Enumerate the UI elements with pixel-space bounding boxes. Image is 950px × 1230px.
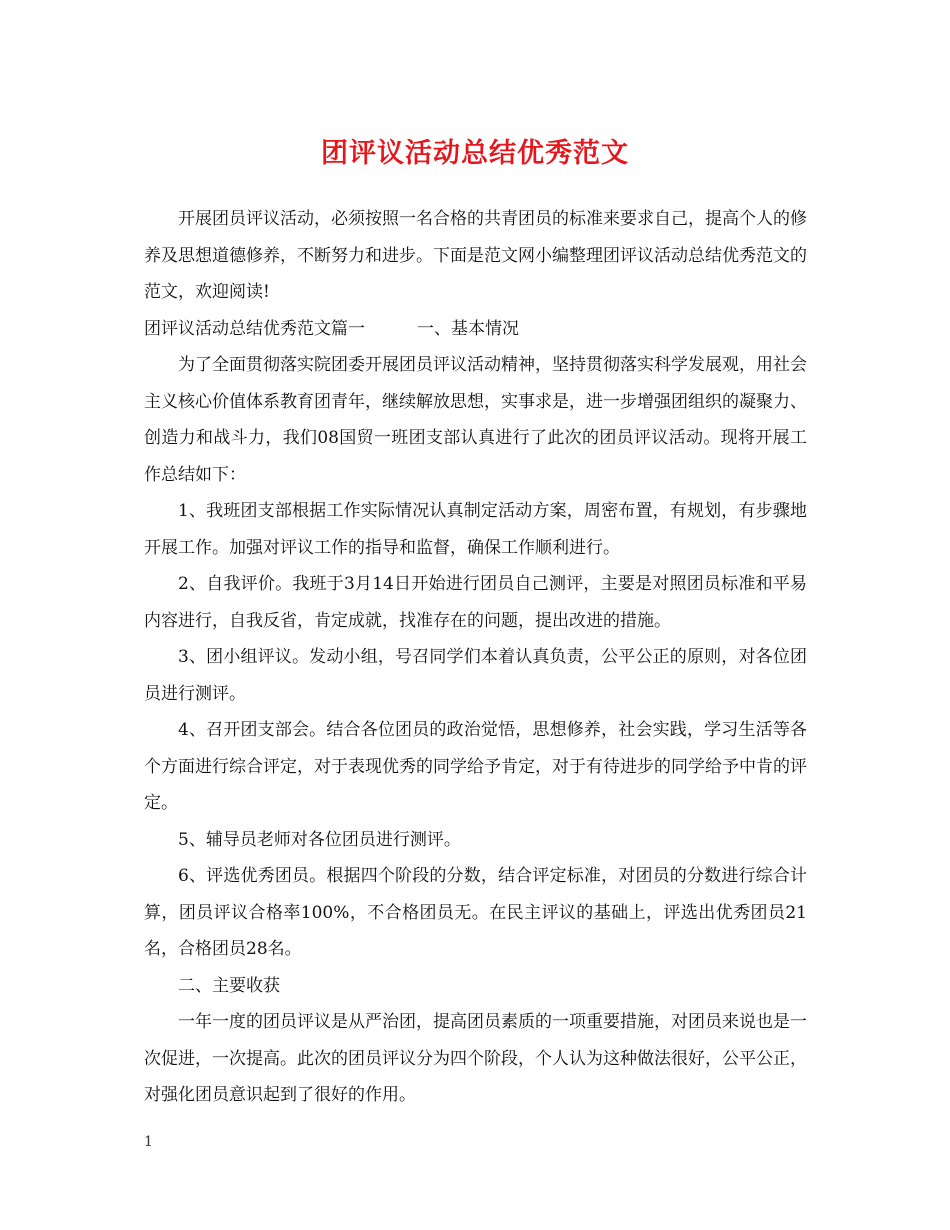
page-number: 1 bbox=[144, 1134, 153, 1150]
section-heading-2: 二、主要收获 bbox=[178, 975, 280, 996]
intro-paragraph: 开展团员评议活动，必须按照一名合格的共青团员的标准来要求自己，提高个人的修养及思想道德修养，不断努力和进步。下面是范文网小编整理团评议活动总结优秀范文的范文，欢迎阅读! bbox=[144, 209, 807, 302]
document-title: 团评议活动总结优秀范文 bbox=[321, 138, 629, 169]
paragraph: 4、召开团支部会。结合各位团员的政治觉悟，思想修养，社会实践，学习生活等各个方面进行综合评定，对于表现优秀的同学给予肯定，对于有待进步的同学给予中肯的评定。 bbox=[144, 720, 807, 813]
paragraph: 为了全面贯彻落实院团委开展团员评议活动精神，坚持贯彻落实科学发展观，用社会主义核心价值体系教育团青年，继续解放思想，实事求是，进一步增强团组织的凝聚力、创造力和战斗力，我们08国贸一班团支部认真进行了此次的团员评议活动。现将开展工作总结如下： bbox=[144, 355, 807, 485]
section-sub-heading: 一、基本情况 bbox=[417, 318, 519, 339]
paragraph: 5、辅导员老师对各位团员进行测评。 bbox=[178, 829, 461, 850]
paragraph: 1、我班团支部根据工作实际情况认真制定活动方案，周密布置，有规划，有步骤地开展工作。加强对评议工作的指导和监督，确保工作顺利进行。 bbox=[144, 501, 807, 558]
section-heading: 团评议活动总结优秀范文篇一 bbox=[144, 318, 365, 339]
section-heading-line bbox=[144, 311, 807, 348]
paragraph: 6、评选优秀团员。根据四个阶段的分数，结合评定标准，对团员的分数进行综合计算，团员评议合格率100%，不合格团员无。在民主评议的基础上，评选出优秀团员21名，合格团员28名。 bbox=[144, 866, 807, 959]
paragraph: 3、团小组评议。发动小组，号召同学们本着认真负责，公平公正的原则，对各位团员进行测评。 bbox=[144, 647, 807, 704]
document-body bbox=[144, 201, 807, 1114]
paragraph: 一年一度的团员评议是从严治团，提高团员素质的一项重要措施，对团员来说也是一次促进，一次提高。此次的团员评议分为四个阶段，个人认为这种做法很好，公平公正，对强化团员意识起到了很好的作用。 bbox=[144, 1012, 807, 1105]
paragraph: 2、自我评价。我班于3月14日开始进行团员自己测评，主要是对照团员标准和平易内容进行，自我反省，肯定成就，找准存在的问题，提出改进的措施。 bbox=[144, 574, 807, 631]
